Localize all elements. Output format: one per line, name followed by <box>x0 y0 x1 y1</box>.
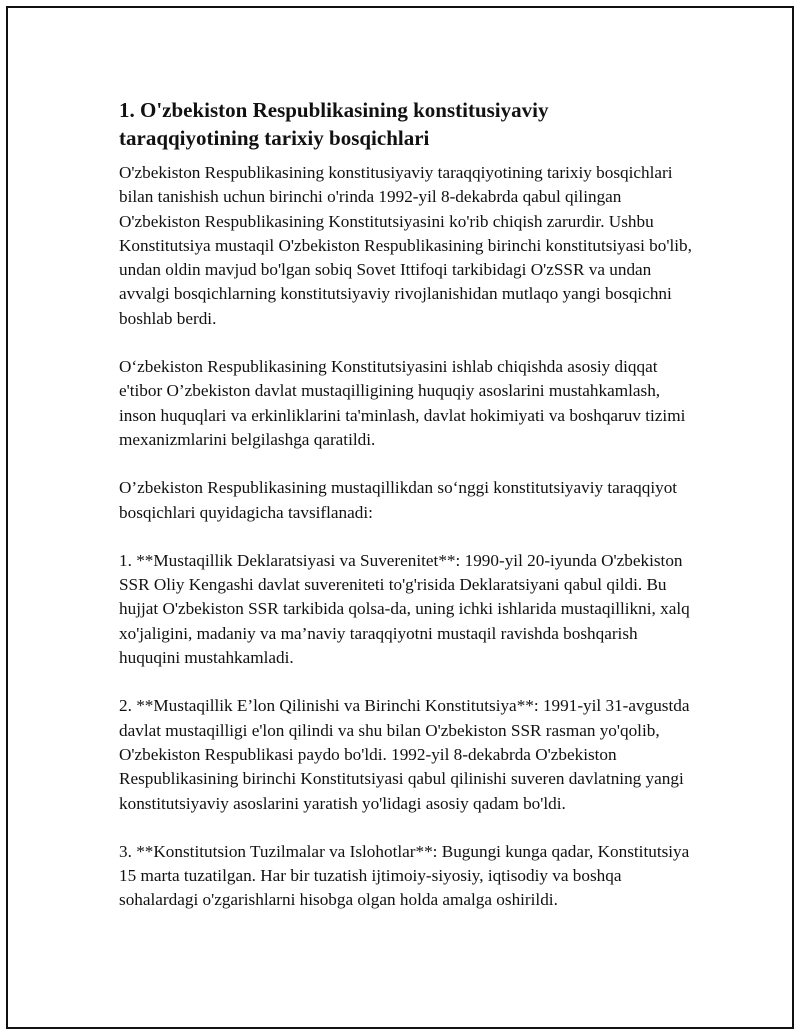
paragraph-focus: O‘zbekiston Respublikasining Konstitutsiyasini ishlab chiqishda asosiy diqqat e'tibor O’zbekiston davlat mustaqilligining huquqiy asoslarini mustahkamlash, inson huquqlari va erkinliklarini ta'minlash, davlat hokimiyati va boshqaruv tizimi mexanizmlarini belgilashga qaratildi. <box>119 357 686 449</box>
document-page <box>6 6 794 1029</box>
paragraph-stage-1: 1. **Mustaqillik Deklaratsiyasi va Suverenitet**: 1990-yil 20-iyunda O'zbekiston SSR Oliy Kengashi davlat suvereniteti to'g'risida Deklaratsiyani qabul qildi. Bu hujjat O'zbekiston SSR tarkibida qolsa-da, uning ichki ishlarida mustaqillikni, xalq xo'jaligini, madaniy va ma’naviy taraqqiyotni mustaqil ravishda boshqarish huquqini mustahkamladi. <box>119 550 690 668</box>
section-title: 1. O'zbekiston Respublikasining konstitusiyaviy taraqqiyotining tarixiy bosqichlari <box>119 98 549 150</box>
paragraph-intro: O'zbekiston Respublikasining konstitusiyaviy taraqqiyotining tarixiy bosqichlari bilan tanishish uchun birinchi o'rinda 1992-yil 8-dekabrda qabul qilingan O'zbekiston Respublikasining Konstitutsiyasini ko'rib chiqish zarurdir. Ushbu Konstitutsiya mustaqil O'zbekiston Respublikasining birinchi konstitutsiyasi bo'lib, undan oldin mavjud bo'lgan sobiq Sovet Ittifoqi tarkibidagi O'zSSR va undan avvalgi bosqichlarning konstitutsiyaviy rivojlanishidan mutlaqo yangi bosqichni boshlab berdi. <box>119 163 692 328</box>
document-body <box>119 96 699 937</box>
paragraph-stages-lead: O’zbekiston Respublikasining mustaqillikdan so‘nggi konstitutsiyaviy taraqqiyot bosqichlari quyidagicha tavsiflanadi: <box>119 478 678 522</box>
paragraph-stage-3: 3. **Konstitutsion Tuzilmalar va Islohotlar**: Bugungi kunga qadar, Konstitutsiya 15 marta tuzatilgan. Har bir tuzatish ijtimoiy-siyosiy, iqtisodiy va boshqa sohalardagi o'zgarishlarni hisobga olgan holda amalga oshirildi. <box>119 841 690 910</box>
paragraph-stage-2: 2. **Mustaqillik E’lon Qilinishi va Birinchi Konstitutsiya**: 1991-yil 31-avgustda davlat mustaqilligi e'lon qilindi va shu bilan O'zbekiston SSR rasman yo'qolib, O'zbekiston Respublikasi paydo bo'ldi. 1992-yil 8-dekabrda O'zbekiston Respublikasining birinchi Konstitutsiyasi qabul qilinishi suveren davlatning yangi konstitutsiyaviy asoslarini yaratish yo'lidagi asosiy qadam bo'ldi. <box>119 696 690 813</box>
